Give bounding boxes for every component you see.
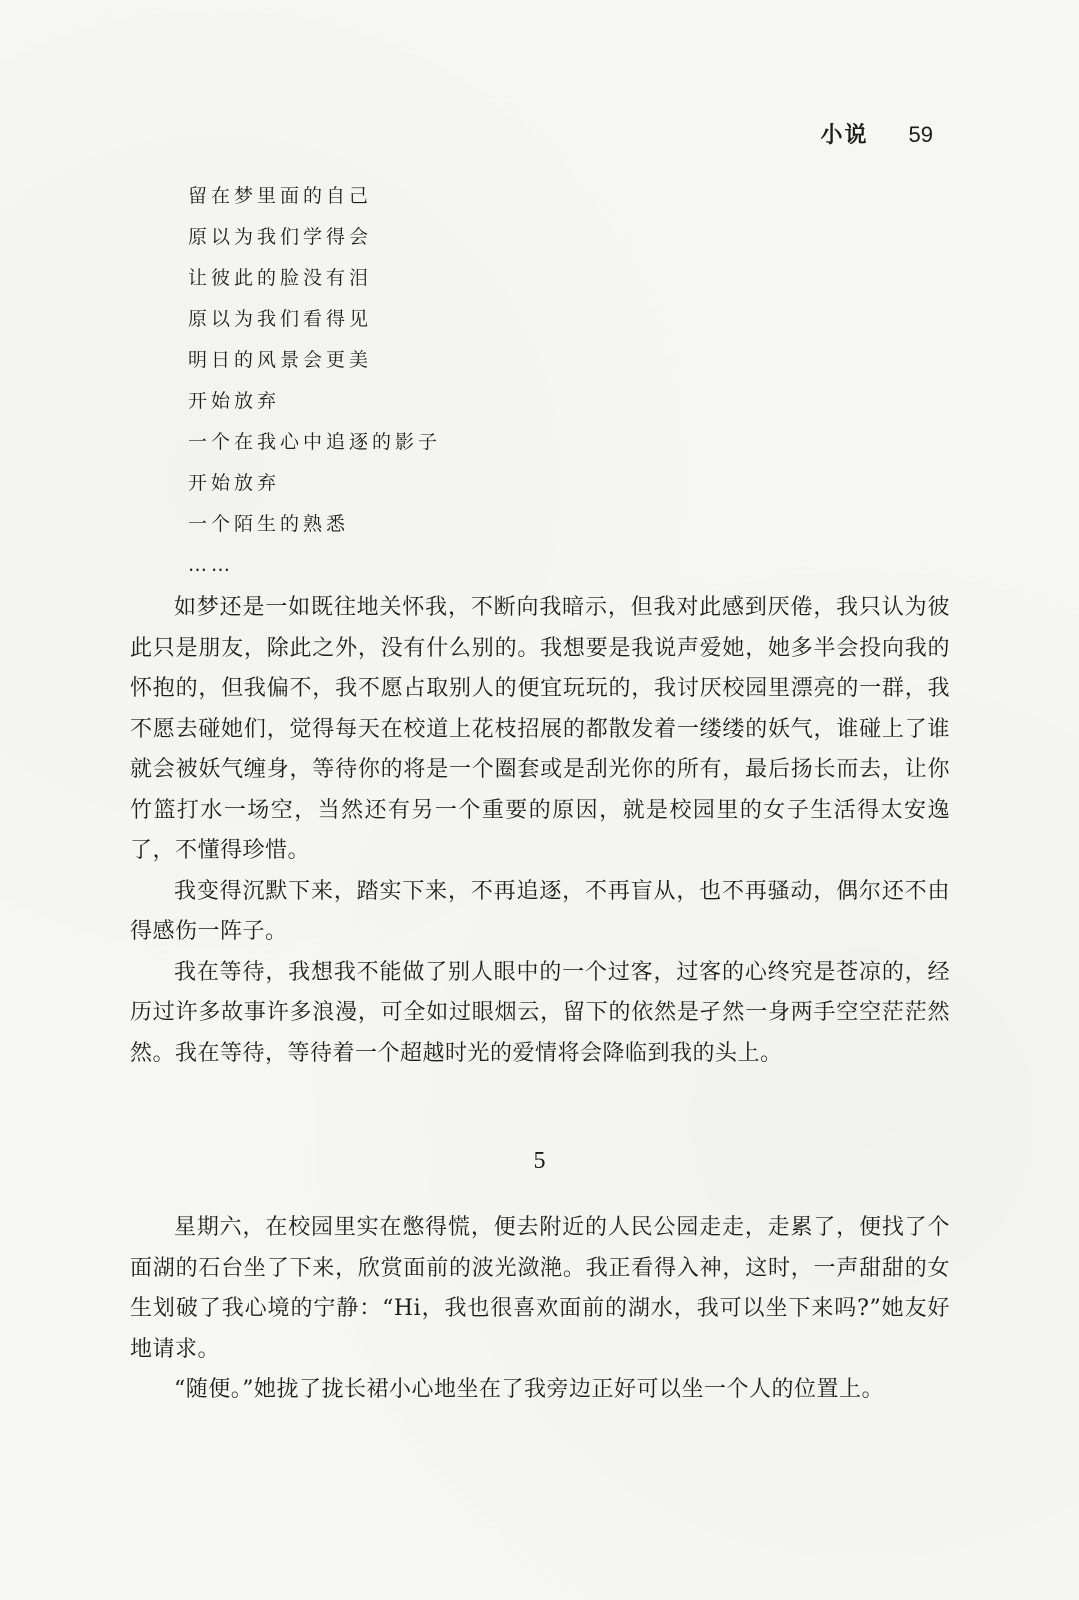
poem-line: 留在梦里面的自己 xyxy=(188,185,373,207)
poem-ellipsis: …… xyxy=(188,554,234,576)
page-number: 59 xyxy=(908,122,933,147)
poem-line: 让彼此的脸没有泪 xyxy=(188,267,373,289)
prose-block-before xyxy=(130,588,950,1074)
paragraph: “随便。”她拢了拢长裙小心地坐在了我旁边正好可以坐一个人的位置上。 xyxy=(174,1377,884,1402)
paragraph: 星期六，在校园里实在憋得慌，便去附近的人民公园走走，走累了，便找了个面湖的石台坐了下来，欣赏面前的波光潋滟。我正看得入神，这时，一声甜甜的女生划破了我心境的宁静：“Hi，我也很喜欢面前的湖水，我可以坐下来吗?”她友好地请求。 xyxy=(130,1215,950,1362)
poem-line: 一个陌生的熟悉 xyxy=(188,513,350,535)
poem-line: 开始放弃 xyxy=(188,472,281,494)
paragraph: 我在等待，我想我不能做了别人眼中的一个过客，过客的心终究是苍凉的，经历过许多故事许多浪漫，可全如过眼烟云，留下的依然是孑然一身两手空空茫茫然然。我在等待，等待着一个超越时光的爱情将会降临到我的头上。 xyxy=(130,959,950,1066)
poem xyxy=(188,176,441,586)
paragraph: 我变得沉默下来，踏实下来，不再追逐，不再盲从，也不再骚动，偶尔还不由得感伤一阵子。 xyxy=(130,878,950,944)
prose-block-after xyxy=(130,1208,950,1411)
poem-line: 原以为我们看得见 xyxy=(188,308,373,330)
poem-line: 原以为我们学得会 xyxy=(188,226,373,248)
paragraph: 如梦还是一如既往地关怀我，不断向我暗示，但我对此感到厌倦，我只认为彼此只是朋友，除此之外，没有什么别的。我想要是我说声爱她，她多半会投向我的怀抱的，但我偏不，我不愿占取别人的便宜玩玩的，我讨厌校园里漂亮的一群，我不愿去碰她们，觉得每天在校道上花枝招展的都散发着一缕缕的妖气，谁碰上了谁就会被妖气缠身，等待你的将是一个圈套或是刮光你的所有，最后扬长而去，让你竹篮打水一场空，当然还有另一个重要的原因，就是校园里的女子生活得太安逸了，不懂得珍惜。 xyxy=(130,595,950,863)
section-title: 小说 xyxy=(820,123,869,148)
poem-line: 一个在我心中追逐的影子 xyxy=(188,431,442,453)
running-header xyxy=(821,118,934,149)
poem-line: 开始放弃 xyxy=(188,390,281,412)
poem-line: 明日的风景会更美 xyxy=(188,349,373,371)
section-number: 5 xyxy=(533,1148,546,1174)
